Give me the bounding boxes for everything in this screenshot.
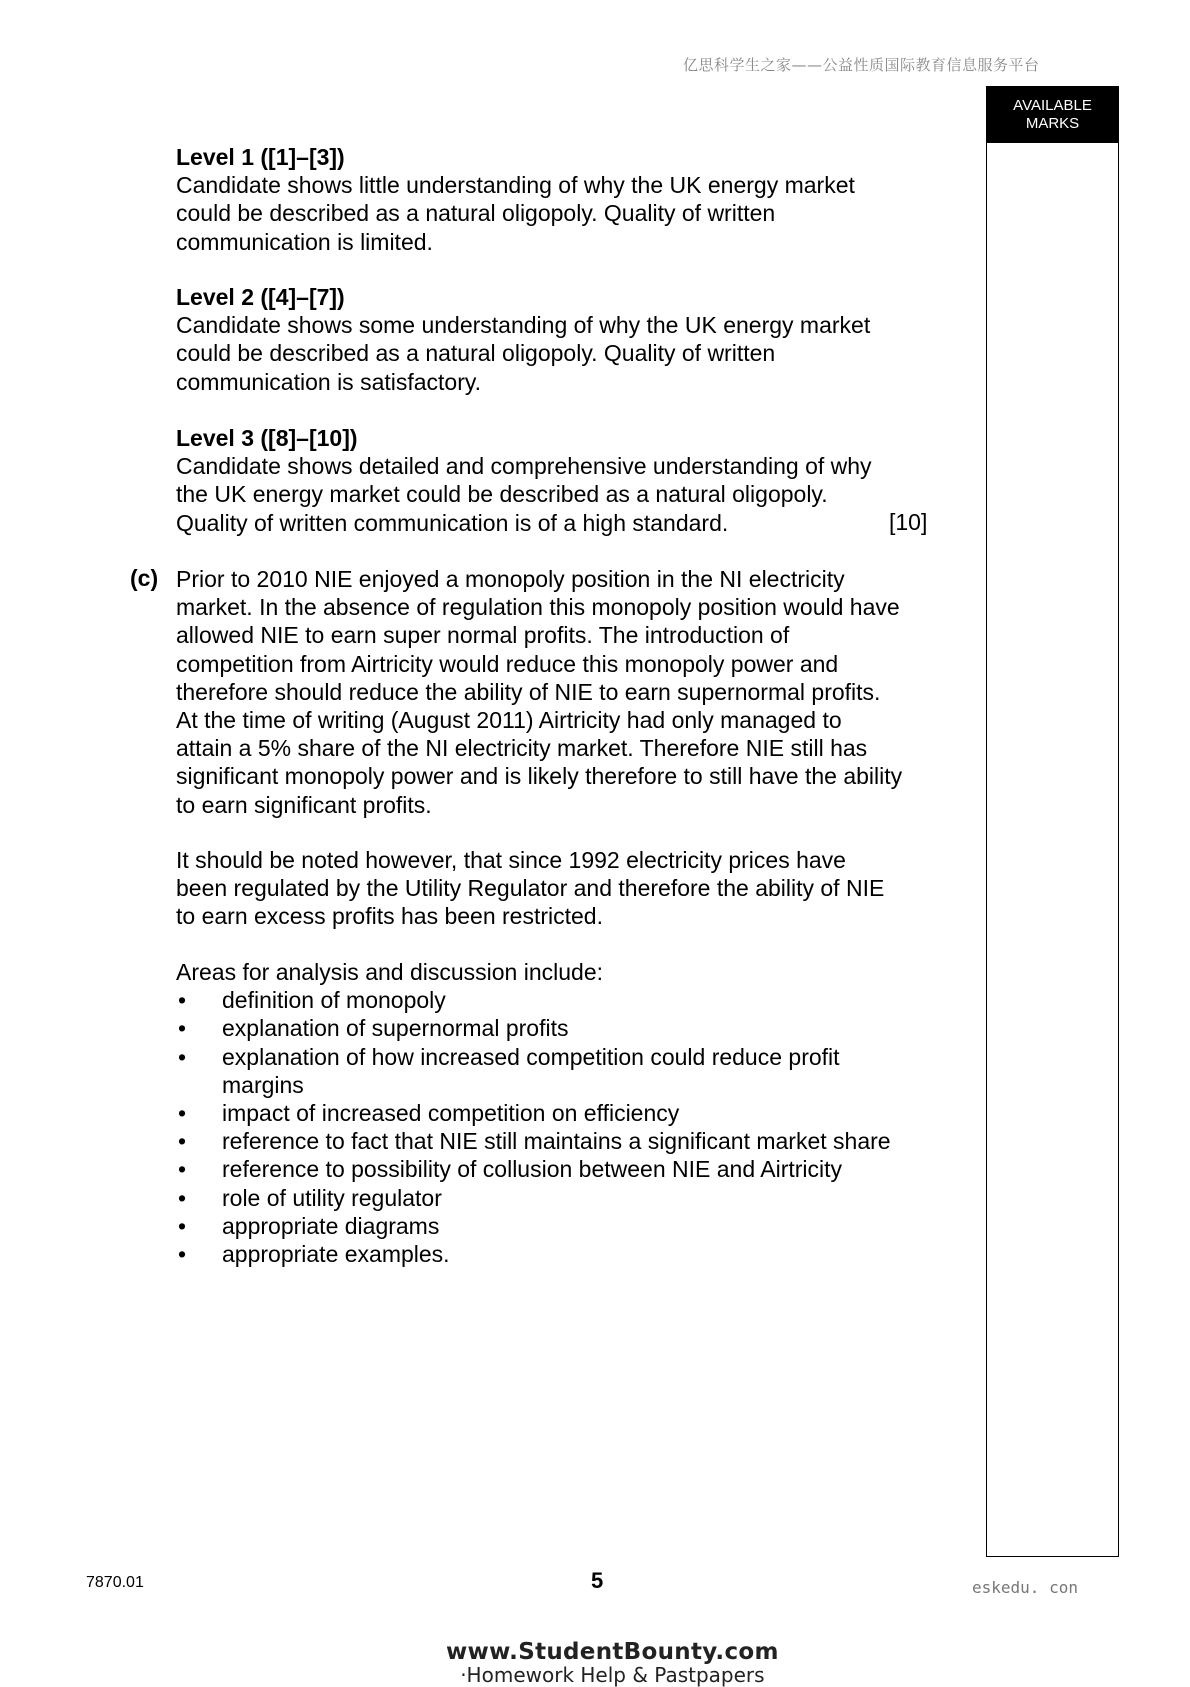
level-text-line: Candidate shows little understanding of why the UK energy market <box>176 172 855 199</box>
list-item: • reference to fact that NIE still maintains a significant market share <box>176 1127 896 1155</box>
level-text-line: the UK energy market could be described as a natural oligopoly. <box>176 481 828 508</box>
level-text-line: could be described as a natural oligopoly. Quality of written <box>176 340 776 367</box>
list-item: • definition of monopoly <box>176 986 896 1014</box>
paragraph-line: to earn significant profits. <box>176 791 432 818</box>
studentbounty-logo <box>446 1640 779 1686</box>
discussion-areas <box>176 958 946 1268</box>
list-item: • role of utility regulator <box>176 1184 896 1212</box>
paragraph-line: therefore should reduce the ability of NIE to earn supernormal profits. <box>176 678 881 705</box>
level-text-line: Candidate shows some understanding of why the UK energy market <box>176 312 871 339</box>
level-heading: Level 1 ([1]–[3]) <box>176 144 345 170</box>
level-heading: Level 2 ([4]–[7]) <box>176 284 345 310</box>
paragraph-line: market. In the absence of regulation this monopoly position would have <box>176 594 900 621</box>
list-item: • reference to possibility of collusion between NIE and Airtricity <box>176 1155 896 1183</box>
level-2-block <box>176 283 946 396</box>
paragraph-line: attain a 5% share of the NI electricity market. Therefore NIE still has <box>176 735 868 762</box>
level-text-line: Candidate shows detailed and comprehensive understanding of why <box>176 453 872 480</box>
paragraph-line: At the time of writing (August 2011) Airtricity had only managed to <box>176 707 842 734</box>
footer-site-watermark: eskedu. con <box>972 1578 1078 1597</box>
discussion-bullet-list <box>176 986 896 1268</box>
part-c-label: (c) <box>130 565 159 591</box>
level-heading: Level 3 ([8]–[10]) <box>176 425 358 451</box>
list-item: • explanation of supernormal profits <box>176 1014 896 1042</box>
watermark-header: 亿思科学生之家——公益性质国际教育信息服务平台 <box>683 56 1040 74</box>
paragraph-line: been regulated by the Utility Regulator and therefore the ability of NIE <box>176 875 885 902</box>
level-text-line: Quality of written communication is of a high standard. <box>176 509 729 536</box>
level-text-line: communication is satisfactory. <box>176 368 482 395</box>
part-b-mark-total: [10] <box>889 509 928 535</box>
paper-code: 7870.01 <box>86 1574 144 1591</box>
paragraph-line: allowed NIE to earn super normal profits. The introduction of <box>176 622 790 649</box>
paragraph-line: to earn excess profits has been restricted. <box>176 903 603 930</box>
list-item: • appropriate examples. <box>176 1240 896 1268</box>
level-3-block <box>176 424 946 537</box>
level-text-line: communication is limited. <box>176 228 433 255</box>
available-marks-header <box>987 87 1118 143</box>
available-marks-column <box>986 86 1119 1557</box>
logo-tagline: ·Homework Help & Pastpapers <box>460 1663 765 1687</box>
part-c-paragraph-2 <box>176 846 946 931</box>
paragraph-line: Prior to 2010 NIE enjoyed a monopoly position in the NI electricity <box>176 566 845 592</box>
marks-header-line2: MARKS <box>1025 115 1080 132</box>
list-item: • impact of increased competition on efficiency <box>176 1099 896 1127</box>
list-item: • appropriate diagrams <box>176 1212 896 1240</box>
marks-header-line1: AVAILABLE <box>1013 97 1092 114</box>
list-item: • explanation of how increased competition could reduce profit margins <box>176 1043 896 1099</box>
paragraph-line: competition from Airtricity would reduce this monopoly power and <box>176 650 839 677</box>
areas-intro: Areas for analysis and discussion include: <box>176 959 604 985</box>
page-number: 5 <box>591 1568 604 1593</box>
paragraph-line: It should be noted however, that since 1992 electricity prices have <box>176 847 846 873</box>
level-text-line: could be described as a natural oligopoly. Quality of written <box>176 200 776 227</box>
paragraph-line: significant monopoly power and is likely therefore to still have the ability <box>176 763 903 790</box>
part-c-paragraph-1 <box>176 565 946 819</box>
logo-url: www.StudentBounty.com <box>446 1639 779 1665</box>
level-1-block <box>176 143 946 256</box>
